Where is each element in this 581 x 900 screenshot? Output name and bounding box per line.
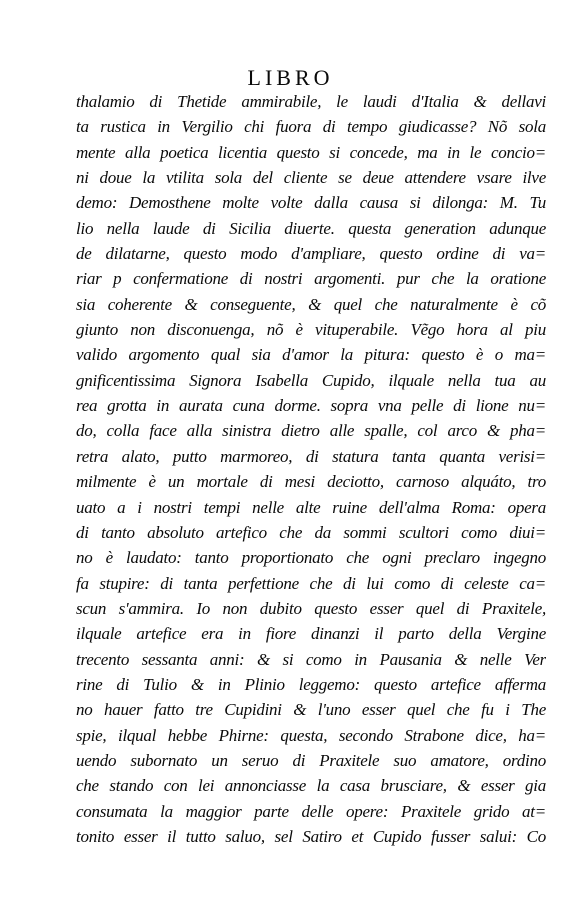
text-line: rea grotta in aurata cuna dorme. sopra vna pelle di lione nu= <box>76 396 546 416</box>
text-line: di tanto absoluto artefico che da sommi scultori como diui= <box>76 522 546 542</box>
text-line: no è laudato: tanto proportionato che ogni preclaro ingegno <box>76 548 546 568</box>
running-head: LIBRO <box>247 65 334 90</box>
text-line: rine di Tulio & in Plinio leggemo: questo artefice afferma <box>76 674 546 694</box>
text-line: tonito esser il tutto saluo, sel Satiro et Cupido fusser salui: Co <box>76 826 546 846</box>
text-line: lio nella laude di Sicilia diuerte. questa generation adunque <box>76 218 546 238</box>
text-line: no hauer fatto tre Cupidini & l'uno esser quel che fu i The <box>76 700 546 720</box>
text-line: che stando con lei annonciasse la casa brusciare, & esser gia <box>76 776 546 796</box>
text-line: fa stupire: di tanta perfettione che di lui como di celeste ca= <box>76 573 546 593</box>
text-line: retra alato, putto marmoreo, di statura tanta quanta verisi= <box>76 446 546 466</box>
text-line: sia coherente & conseguente, & quel che naturalmente è cõ <box>76 294 546 314</box>
text-line: consumata la maggior parte delle opere: Praxitele grido at= <box>76 801 546 821</box>
text-line: scun s'ammira. Io non dubito questo esser quel di Praxitele, <box>76 598 546 618</box>
text-line: demo: Demosthene molte volte dalla causa si dilonga: M. Tu <box>76 193 546 213</box>
text-line: de dilatarne, questo modo d'ampliare, questo ordine di va= <box>76 244 546 264</box>
text-line: uato a i nostri tempi nelle alte ruine dell'alma Roma: opera <box>76 497 546 517</box>
text-line: thalamio di Thetide ammirabile, le laudi d'Italia & dellavi <box>76 92 546 111</box>
text-line: mente alla poetica licentia questo si concede, ma in le concio= <box>76 142 546 162</box>
text-line: spie, ilqual hebbe Phirne: questa, secondo Strabone dice, ha= <box>76 725 546 745</box>
text-line: riar p confermatione di nostri argomenti. pur che la oratione <box>76 269 546 289</box>
text-line: gnificentissima Signora Isabella Cupido, ilquale nella tua au <box>76 370 546 390</box>
text-line: uendo subornato un seruo di Praxitele suo amatore, ordino <box>76 750 546 770</box>
text-line: ni doue la vtilita sola del cliente se deue attendere vsare ilve <box>76 168 546 188</box>
text-line: valido argomento qual sia d'amor la pitura: questo è o ma= <box>76 345 546 365</box>
text-line: ta rustica in Vergilio chi fuora di tempo giudicasse? Nõ sola <box>76 117 546 137</box>
text-line: ilquale artefice era in fiore dinanzi il parto della Vergine <box>76 624 546 644</box>
text-line: trecento sessanta anni: & si como in Pausania & nelle Ver <box>76 649 546 669</box>
text-line: giunto non disconuenga, nõ è vituperabile. Vẽgo hora al piu <box>76 320 546 340</box>
body-text <box>76 89 546 849</box>
text-line: do, colla face alla sinistra dietro alle spalle, col arco & pha= <box>76 421 546 441</box>
text-line: milmente è un mortale di mesi deciotto, carnoso alquáto, tro <box>76 472 546 492</box>
